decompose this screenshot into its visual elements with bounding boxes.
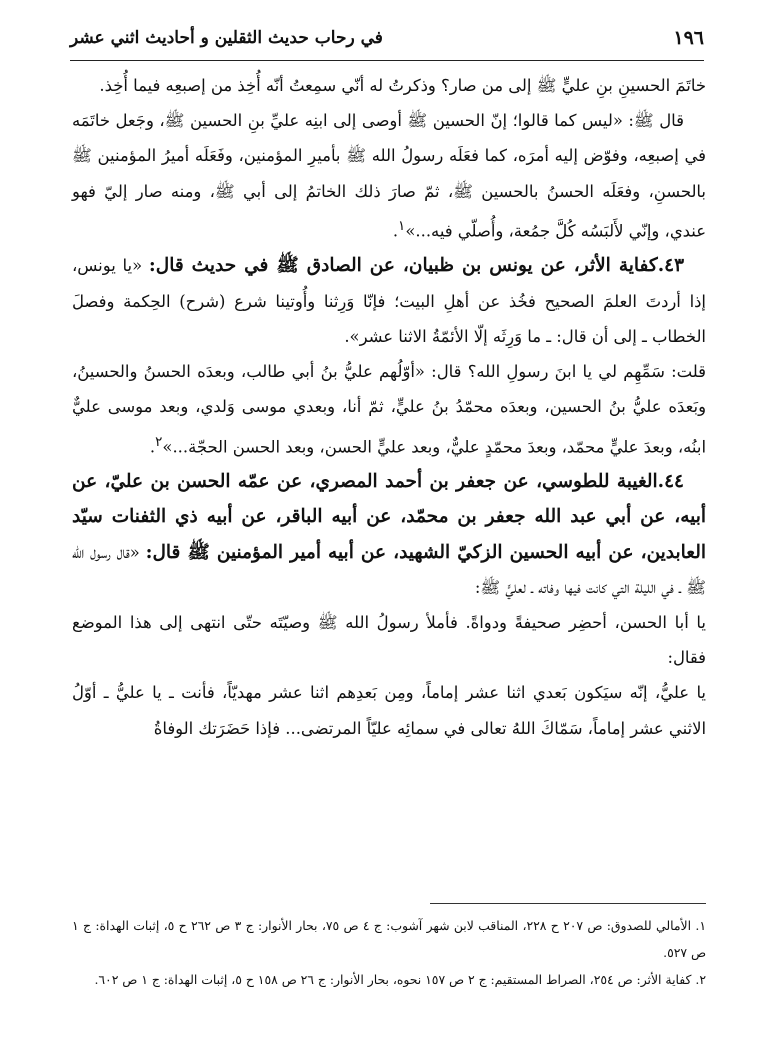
paragraph-1: خاتَمَ الحسينِ بنِ عليٍّ ﷺ إلى من صار؟ وذكرتُ له أنّي سمِعتُ أنّه أُخِذ من إصبعِه فيما أُخِذ. bbox=[99, 76, 706, 95]
footnote-1: ١. الأمالي للصدوق: ص ٢٠٧ ح ٢٢٨، المناقب لابن شهر آشوب: ج ٤ ص ٧٥، بحار الأنوار: ج ٣ ص ٢٦٢ ح ٥، إثبات الهداة: ج ١ ص ٥٢٧. bbox=[72, 918, 706, 960]
footnote-ref-1: ١ bbox=[398, 217, 406, 234]
hadith-44 bbox=[72, 464, 706, 605]
page-number: ١٩٦ bbox=[673, 27, 704, 49]
paragraph-4 bbox=[72, 354, 706, 464]
paragraph-2 bbox=[72, 103, 706, 248]
running-title: في رحاب حديث الثقلين و أحاديث اثني عشر bbox=[70, 28, 383, 48]
paragraph-4-text: قلت: سَمِّهِم لي يا ابنَ رسولِ الله؟ قال: «أوّلُهم عليُّ بنُ أبي طالب، وبعدَه الحسنُ والحسينُ، وبَعدَه عليُّ بنُ الحسين، وبعدَه محمّدُ بنُ عليٍّ، ثمّ أنا، وبعدي موسى وَلدي، وبعد موسى عليٌّ ابنُه، وبعدَ عليٍّ محمّد، وبعدَ محمّدٍ عليٌّ، وبعد عليٍّ الحسن، وبعد الحسن الحجّة...» bbox=[72, 362, 706, 456]
paragraph-2-end: . bbox=[392, 221, 399, 241]
page-header bbox=[70, 22, 704, 54]
footnote-divider bbox=[430, 903, 706, 904]
hadith-44-heading: ٤٤.الغيبة للطوسي، عن جعفر بن أحمد المصري، عن عمّه الحسن بن عليّ، عن أبيه، عن أبي عبد الله جعفر بن محمّد، عن أبيه الباقر، عن أبيه ذي الثفنات سيّد العابدين، عن أبيه الحسين الزكيّ الشهيد، عن أبيه أمير المؤمنين ﷺ قال: bbox=[72, 471, 706, 563]
paragraph-5: يا أبا الحسن، أحضِر صحيفةً ودواةً. فأملأ رسولُ الله ﷺ وصيّتَه حتّى انتهى إلى هذا الموضع فقال: bbox=[72, 612, 706, 668]
hadith-43-text: «يا يونس، إذا أردتَ العلمَ الصحيح فخُذ عن أهلِ البيت؛ فإنّا وَرِثنا وأُوتينا شرع (شرح) الحِكمة وفصلَ الخطاب ـ إلى أن قال: ـ ما وَرِثَه إلّا الأئمّةُ الاثنا عشر». bbox=[72, 256, 706, 346]
hadith-44-opening: «قال رسول الله ﷺ ـ في الليلة التي كانت فيها وفاته ـ لعليٍّ ﷺ: bbox=[72, 542, 706, 597]
hadith-43 bbox=[72, 248, 706, 354]
hadith-43-heading: ٤٣.كفاية الأثر، عن يونس بن ظبيان، عن الصادق ﷺ في حديث قال: bbox=[148, 255, 685, 277]
header-divider bbox=[70, 60, 704, 61]
paragraph-6: يا عليُّ، إنّه سيَكون بَعدي اثنا عشر إماماً، ومِن بَعدِهم اثنا عشر مهديّاً، فأنت ـ يا عليُّ ـ أوّلُ الاثني عشر إماماً، سَمّاكَ اللهُ تعالى في سمائِه عليّاً المرتضى... فإذا حَضَرَتك الوفاةُ bbox=[72, 683, 706, 738]
paragraph-4-end: . bbox=[149, 436, 156, 456]
footnote-ref-2: ٢ bbox=[155, 433, 163, 450]
paragraph-2-text: قال ﷺ: «ليس كما قالوا؛ إنّ الحسين ﷺ أوصى إلى ابنِه عليِّ بنِ الحسين ﷺ، وجَعل خاتَمَه في إصبعِه، وفوّض إليه أمرَه، كما فعَلَه رسولُ الله ﷺ بأميرِ المؤمنين، وفَعَلَه أميرُ المؤمنين ﷺ بالحسنِ، وفعَلَه الحسنُ بالحسين ﷺ، ثمّ صارَ ذلك الخاتمُ إلى أبي ﷺ، ومنه صار إليّ فهو عندي، وإنّي لأَلبَسُه كُلَّ جمُعة، وأُصلّي فيه...» bbox=[72, 111, 706, 241]
footnote-2: ٢. كفاية الأثر: ص ٢٥٤، الصراط المستقيم: ج ٢ ص ١٥٧ نحوه، بحار الأنوار: ج ٢٦ ص ١٥٨ ح ٥، إثبات الهداة: ج ١ ص ٦٠٢. bbox=[94, 972, 706, 987]
footnotes bbox=[72, 912, 706, 993]
page-body bbox=[72, 68, 706, 746]
